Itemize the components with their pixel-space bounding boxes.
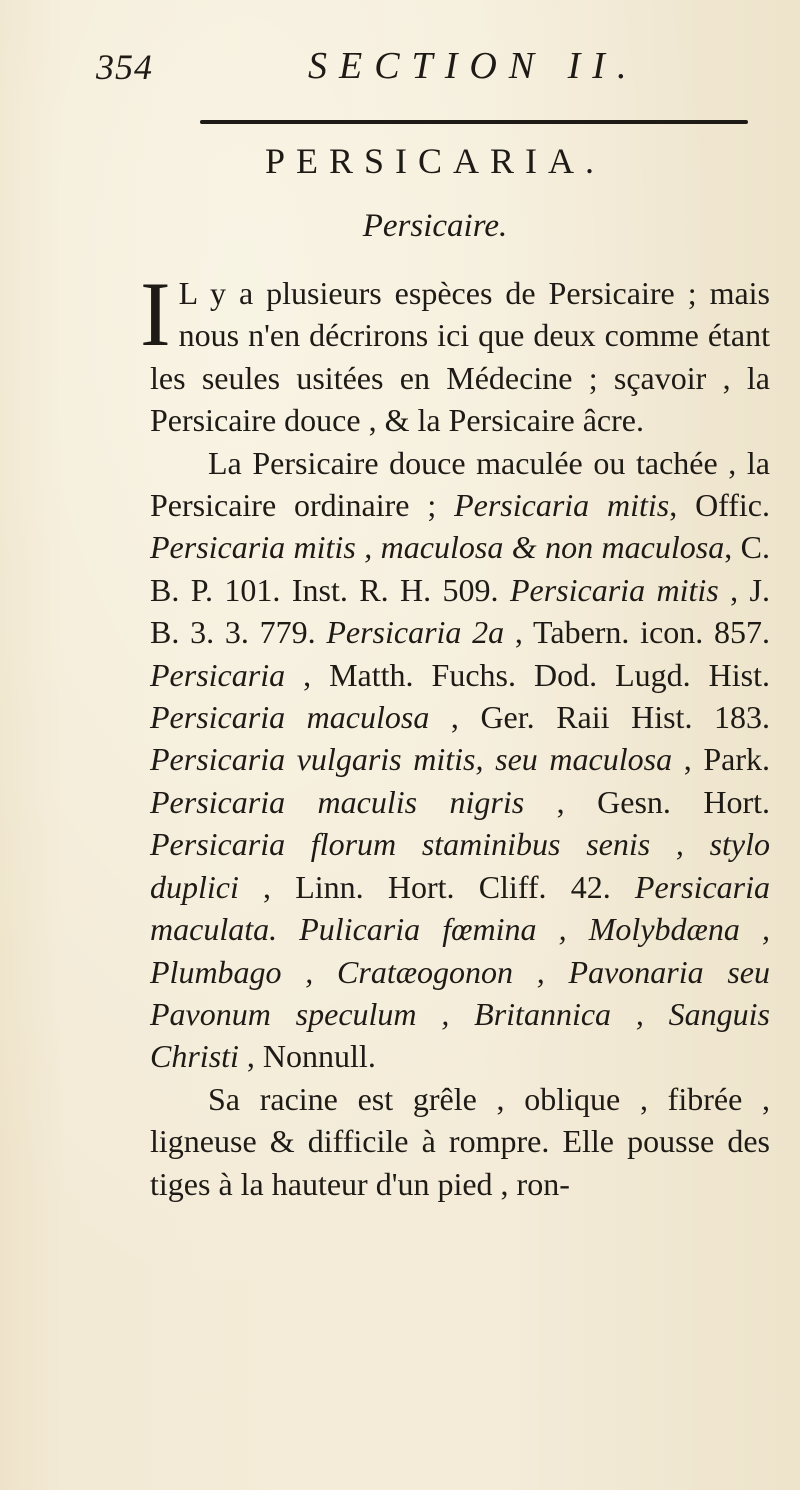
synonym-italic: Persicaria 2a xyxy=(326,614,505,651)
header-rule xyxy=(200,120,748,124)
synonym-italic: Persicaria mitis xyxy=(454,487,670,524)
synonym-text: , Tabern. icon. 857. xyxy=(504,614,771,651)
synonym-text: , Ger. Raii Hist. 183. xyxy=(429,699,770,736)
synonym-italic: Persicaria mitis xyxy=(509,571,719,608)
synonym-italic: Persicaria maculosa xyxy=(150,699,430,736)
paragraph-intro-text: L y a plusieurs espèces de Persicaire ; mais nous n'en décrirons ici que deux comme étant les seules usitées en Médecine ; sçavoir , la Persicaire douce , & la Persicaire âcre. xyxy=(150,275,770,439)
synonym-text: , Offic. xyxy=(669,487,771,524)
entry-title: PERSICARIA. xyxy=(264,141,606,181)
entry-body xyxy=(140,263,771,1205)
synonym-italic: Persicaria maculis nigris xyxy=(150,783,525,820)
paragraph-intro xyxy=(140,263,770,442)
synonym-italic: Persicaria xyxy=(150,656,286,693)
synonym-text: , Linn. Hort. Cliff. 42. xyxy=(238,868,635,905)
synonym-text: La Persicaire douce maculée ou tachée , la Persicaire ordinaire ; xyxy=(150,444,770,524)
synonym-text: , C. B. P. 101. Inst. R. H. 509. xyxy=(150,529,771,608)
paragraph-synonyms xyxy=(150,442,770,1078)
paragraph-description: Sa racine est grêle , oblique , fibrée , ligneuse & difficile à rompre. Elle pousse des tiges à la hauteur d'un pied , ron- xyxy=(150,1080,770,1202)
synonym-text: , Nonnull. xyxy=(238,1038,376,1075)
synonym-italic: Persicaria mitis , maculosa & non maculosa xyxy=(150,529,725,566)
synonym-text: , Park. xyxy=(672,741,771,778)
synonym-text: , J. B. 3. 3. 779. xyxy=(150,571,771,651)
page-number: 354 xyxy=(96,47,153,87)
drop-cap: I xyxy=(140,263,171,365)
synonym-italic: Persicaria vulgaris mitis, seu maculosa xyxy=(150,741,673,778)
running-head: SECTION II. xyxy=(308,45,639,87)
entry-subtitle: Persicaire. xyxy=(362,208,508,244)
page-header xyxy=(96,38,746,98)
synonym-text: , Gesn. Hort. xyxy=(524,783,771,820)
synonym-italic: Persicaria florum staminibus senis , stylo duplici xyxy=(150,826,770,905)
synonym-text: , Matth. Fuchs. Dod. Lugd. Hist. xyxy=(285,656,770,693)
synonym-italic: Persicaria maculata. Pulicaria fœmina , Molybdæna , Plumbago , Cratæogonon , Pavonaria seu Pavonum speculum , Britannica , Sanguis Christi xyxy=(150,868,770,1075)
